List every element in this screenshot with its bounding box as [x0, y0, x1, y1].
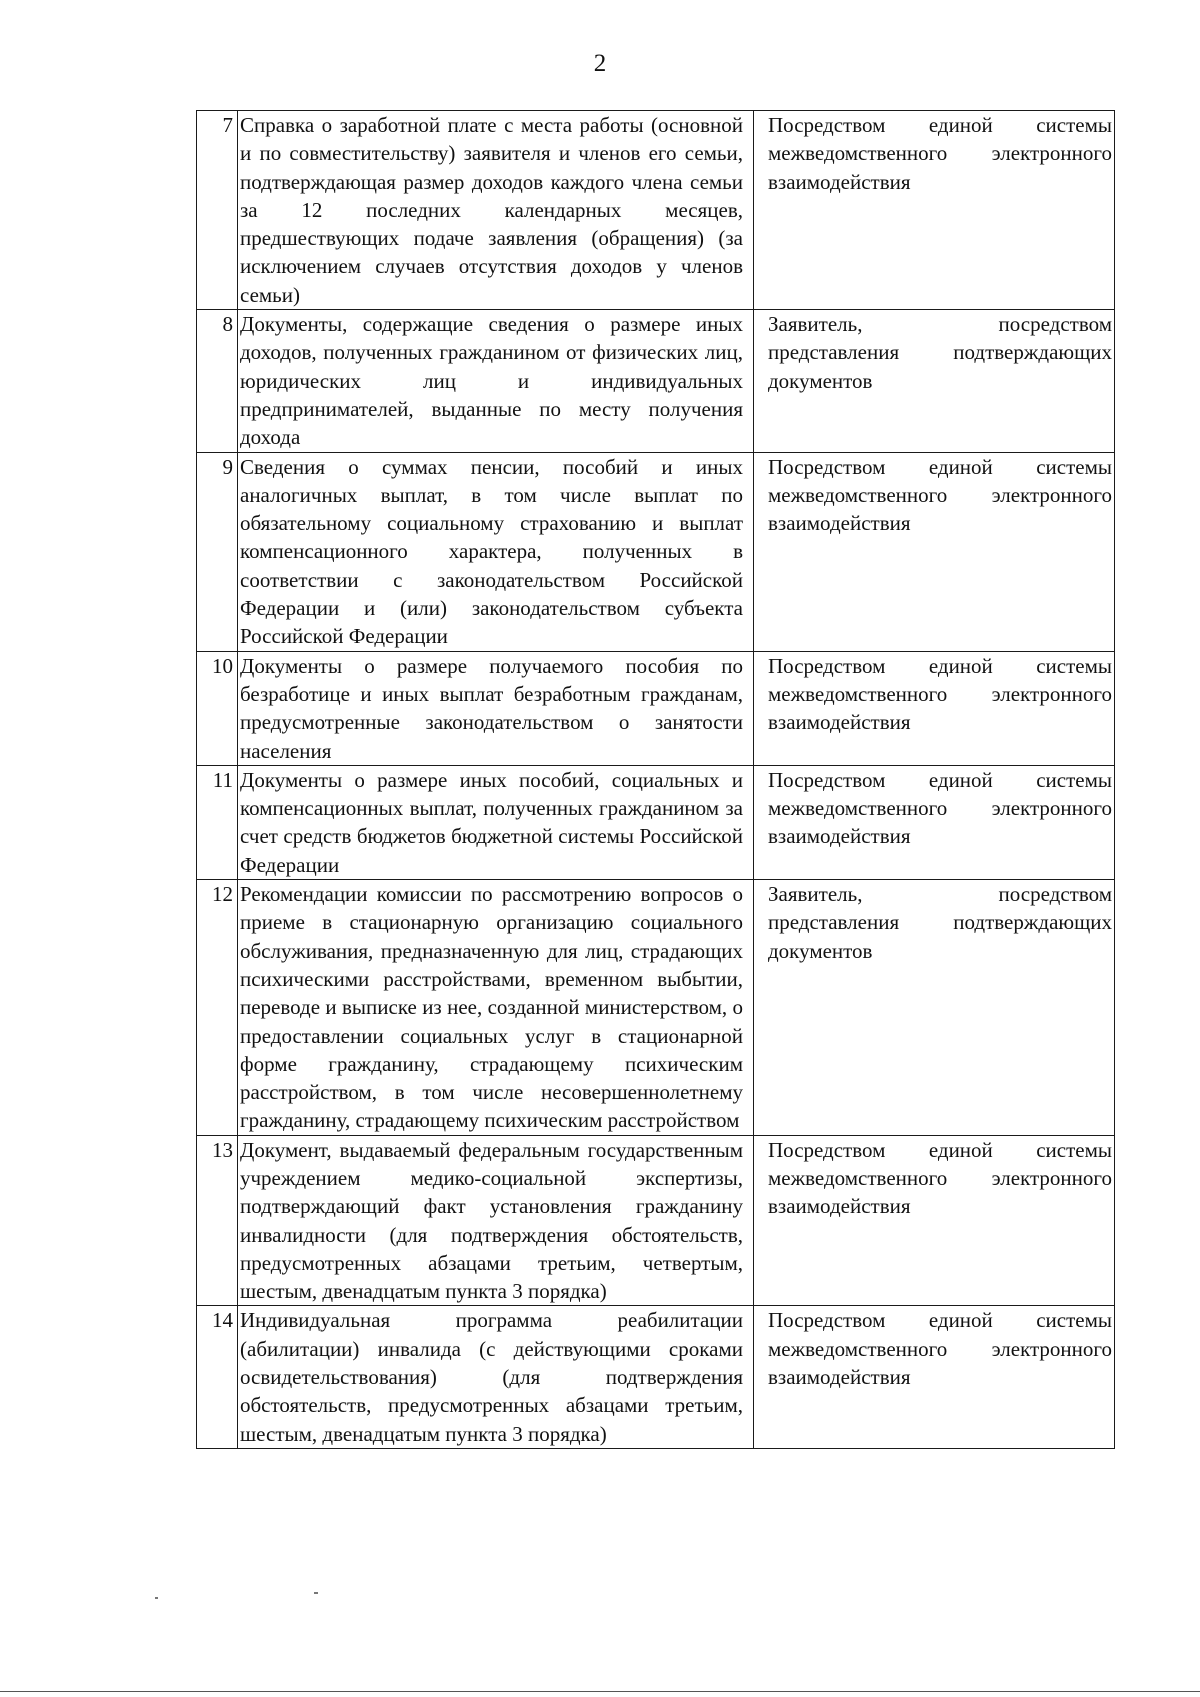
scan-speck	[314, 1592, 318, 1594]
document-name: Рекомендации комиссии по рассмотрению вопросов о приеме в стационарную организацию социального обслуживания, предназначенную для лиц, страдающих психическими расстройствами, временном выбытии, переводе и выписке из нее, созданной министерством, о предоставлении социальных услуг в стационарной форме гражданину, страдающему психическим расстройством, в том числе несовершеннолетнему гражданину, страдающему психическим расстройством	[238, 880, 754, 1136]
document-name: Документы о размере иных пособий, социальных и компенсационных выплат, полученных гражданином за счет средств бюджетов бюджетной системы Российской Федерации	[238, 765, 754, 879]
document-name: Сведения о суммах пенсии, пособий и иных аналогичных выплат, в том числе выплат по обязательному социальному страхованию и выплат компенсационного характера, полученных в соответствии с законодательством Российской Федерации и (или) законодательством субъекта Российской Федерации	[238, 452, 754, 651]
submission-method: Посредством единой системы межведомственного электронного взаимодействия	[754, 1135, 1115, 1306]
document-name: Индивидуальная программа реабилитации (абилитации) инвалида (с действующими сроками освидетельствования) (для подтверждения обстоятельств, предусмотренных абзацами третьим, шестым, двенадцатым пункта 3 порядка)	[238, 1306, 754, 1448]
scan-speck	[155, 1597, 158, 1599]
submission-method: Заявитель, посредством представления подтверждающих документов	[754, 310, 1115, 452]
submission-method: Посредством единой системы межведомственного электронного взаимодействия	[754, 765, 1115, 879]
row-number: 13	[197, 1135, 238, 1306]
table-row	[197, 765, 1115, 879]
scan-edge-line	[0, 1691, 1200, 1692]
document-name: Документ, выдаваемый федеральным государственным учреждением медико-социальной экспертизы, подтверждающий факт установления гражданину инвалидности (для подтверждения обстоятельств, предусмотренных абзацами третьим, четвертым, шестым, двенадцатым пункта 3 порядка)	[238, 1135, 754, 1306]
table-row	[197, 1135, 1115, 1306]
table-row	[197, 310, 1115, 452]
table-row	[197, 452, 1115, 651]
row-number: 11	[197, 765, 238, 879]
row-number: 7	[197, 111, 238, 310]
table-row	[197, 111, 1115, 310]
row-number: 14	[197, 1306, 238, 1448]
submission-method: Посредством единой системы межведомственного электронного взаимодействия	[754, 1306, 1115, 1448]
row-number: 12	[197, 880, 238, 1136]
submission-method: Заявитель, посредством представления подтверждающих документов	[754, 880, 1115, 1136]
table-row	[197, 1306, 1115, 1448]
document-name: Документы, содержащие сведения о размере иных доходов, полученных гражданином от физических лиц, юридических лиц и индивидуальных предпринимателей, выданные по месту получения дохода	[238, 310, 754, 452]
document-name: Справка о заработной плате с места работы (основной и по совместительству) заявителя и членов его семьи, подтверждающая размер доходов каждого члена семьи за 12 последних календарных месяцев, предшествующих подаче заявления (обращения) (за исключением случаев отсутствия доходов у членов семьи)	[238, 111, 754, 310]
documents-table	[196, 110, 1115, 1449]
submission-method: Посредством единой системы межведомственного электронного взаимодействия	[754, 111, 1115, 310]
row-number: 8	[197, 310, 238, 452]
page-number: 2	[593, 50, 607, 77]
submission-method: Посредством единой системы межведомственного электронного взаимодействия	[754, 651, 1115, 765]
row-number: 10	[197, 651, 238, 765]
submission-method: Посредством единой системы межведомственного электронного взаимодействия	[754, 452, 1115, 651]
table-row	[197, 651, 1115, 765]
row-number: 9	[197, 452, 238, 651]
document-name: Документы о размере получаемого пособия по безработице и иных выплат безработным гражданам, предусмотренные законодательством о занятости населения	[238, 651, 754, 765]
table-row	[197, 880, 1115, 1136]
